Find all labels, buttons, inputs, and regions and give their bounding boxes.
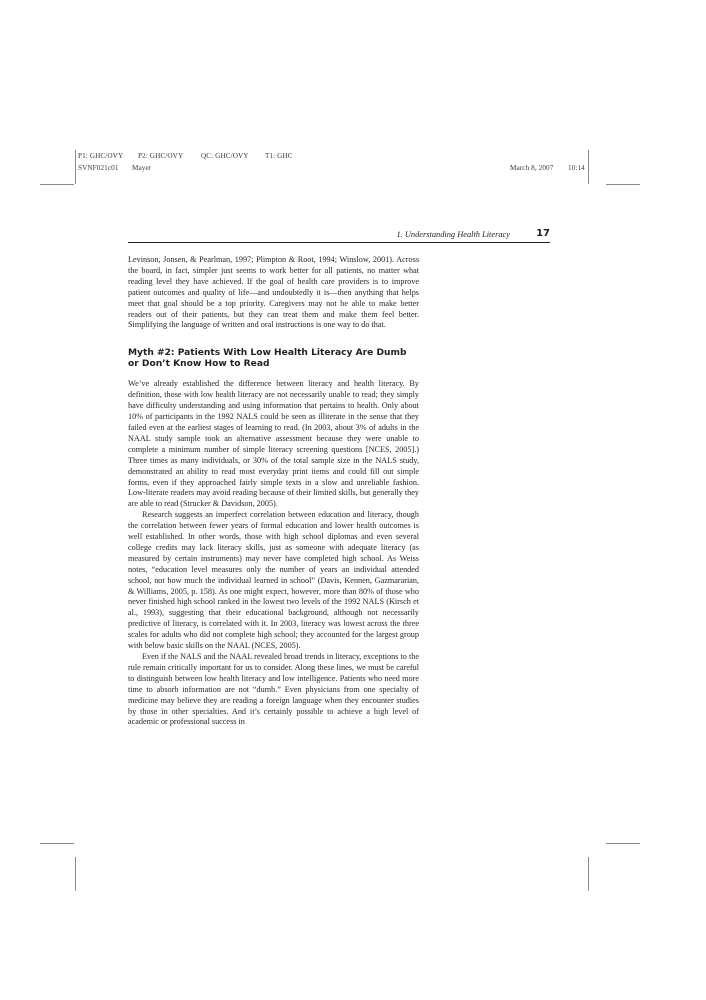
slug-t1: T1: GHC <box>265 152 293 160</box>
paragraph-1: Levinson, Jonsen, & Pearlman, 1997; Plimpton & Root, 1994; Winslow, 2001). Across the board, in fact, simpler just seems to work better for all patients, no matter what reading level they have achieved. If the goal of health care providers is to improve patient outcomes and quality of life—and undoubtedly it is—then anything that helps meet that goal should be a top priority. Caregivers may not be able to make better readers out of their patients, but they can treat them and make them feel better. Simplifying the language of written and oral instructions is one way to do that. <box>128 255 419 330</box>
page-number: 17 <box>536 228 550 239</box>
running-head-rule <box>128 242 550 243</box>
paragraph-4: Even if the NALS and the NAAL revealed broad trends in literacy, exceptions to the rule remain critically important for us to consider. Along these lines, we must be careful to distinguish between low health literacy and low intelligence. Patients who need more time to absorb information are not “dumb.” Even physicians from one specialty of medicine may believe they are reading a foreign language when they encounter studies by those in other specialties. And it’s certainly possible to achieve a high level of academic or professional success in <box>128 652 419 727</box>
slug-date: March 8, 2007 <box>510 164 554 172</box>
crop-mark-top-left-horizontal <box>40 184 74 185</box>
crop-mark-top-left-vertical <box>75 150 76 184</box>
section-heading: Myth #2: Patients With Low Health Literacy Are Dumb or Don’t Know How to Read <box>128 348 407 370</box>
slug-time: 10:14 <box>568 164 585 172</box>
crop-mark-bottom-left-horizontal <box>40 843 74 844</box>
chapter-title: 1. Understanding Health Literacy <box>396 230 510 239</box>
body-text <box>128 255 419 728</box>
slug-qc: QC: GHC/OVY <box>201 152 249 160</box>
slug-p2: P2: GHC/OVY <box>138 152 184 160</box>
crop-mark-top-right-horizontal <box>606 184 640 185</box>
crop-mark-top-right-vertical <box>588 150 589 184</box>
slug-p1: P1: GHC/OVY <box>78 152 124 160</box>
slug-file-id: SVNF021c01 <box>78 164 119 172</box>
paragraph-2: We’ve already established the difference between literacy and health literacy. By definition, those with low health literacy are not necessarily unable to read; they simply have difficulty understanding and using information that pertains to health. Only about 10% of participants in the 1992 NALS could be seen as illiterate in the sense that they failed even at the earliest stages of learning to read. (In 2003, about 3% of adults in the NAAL study sample took an alternative assessment because they were unable to complete a minimum number of simple literacy screening questions [NCES, 2005].) Three times as many individuals, or 30% of the total sample size in the NALS study, demonstrated an ability to read most everyday print items and could fill out simple forms, even if they approached fairly simple texts in a slow and unreliable fashion. Low-literate readers may avoid reading because of their limited skills, but generally they are able to read (Strucker & Davidson, 2005). <box>128 379 419 509</box>
crop-mark-bottom-right-horizontal <box>606 843 640 844</box>
paragraph-3: Research suggests an imperfect correlation between education and literacy, though the correlation between fewer years of formal education and lower health outcomes is well established. In other words, those with high school diplomas and even several college credits may lack literacy skills, just as someone with adequate literacy (as measured by certain instruments) may never have completed high school. As Weiss notes, “education level measures only the number of years an individual attended school, not how much the individual learned in school” (Davis, Kennen, Gazmararian, & Williams, 2005, p. 158). As one might expect, however, more than 80% of those who never finished high school ranked in the lowest two levels of the 1992 NALS (Kirsch et al., 1993), suggesting that their educational background, although not necessarily predictive of literacy, is correlated with it. In 2003, literacy was lowest across the three scales for adults who did not complete high school; they accounted for the largest group with below basic skills on the NAAL (NCES, 2005). <box>128 510 419 651</box>
slug-author: Mayer <box>132 164 152 172</box>
crop-mark-bottom-right-vertical <box>588 857 589 891</box>
running-head <box>128 229 550 241</box>
crop-mark-bottom-left-vertical <box>75 857 76 891</box>
